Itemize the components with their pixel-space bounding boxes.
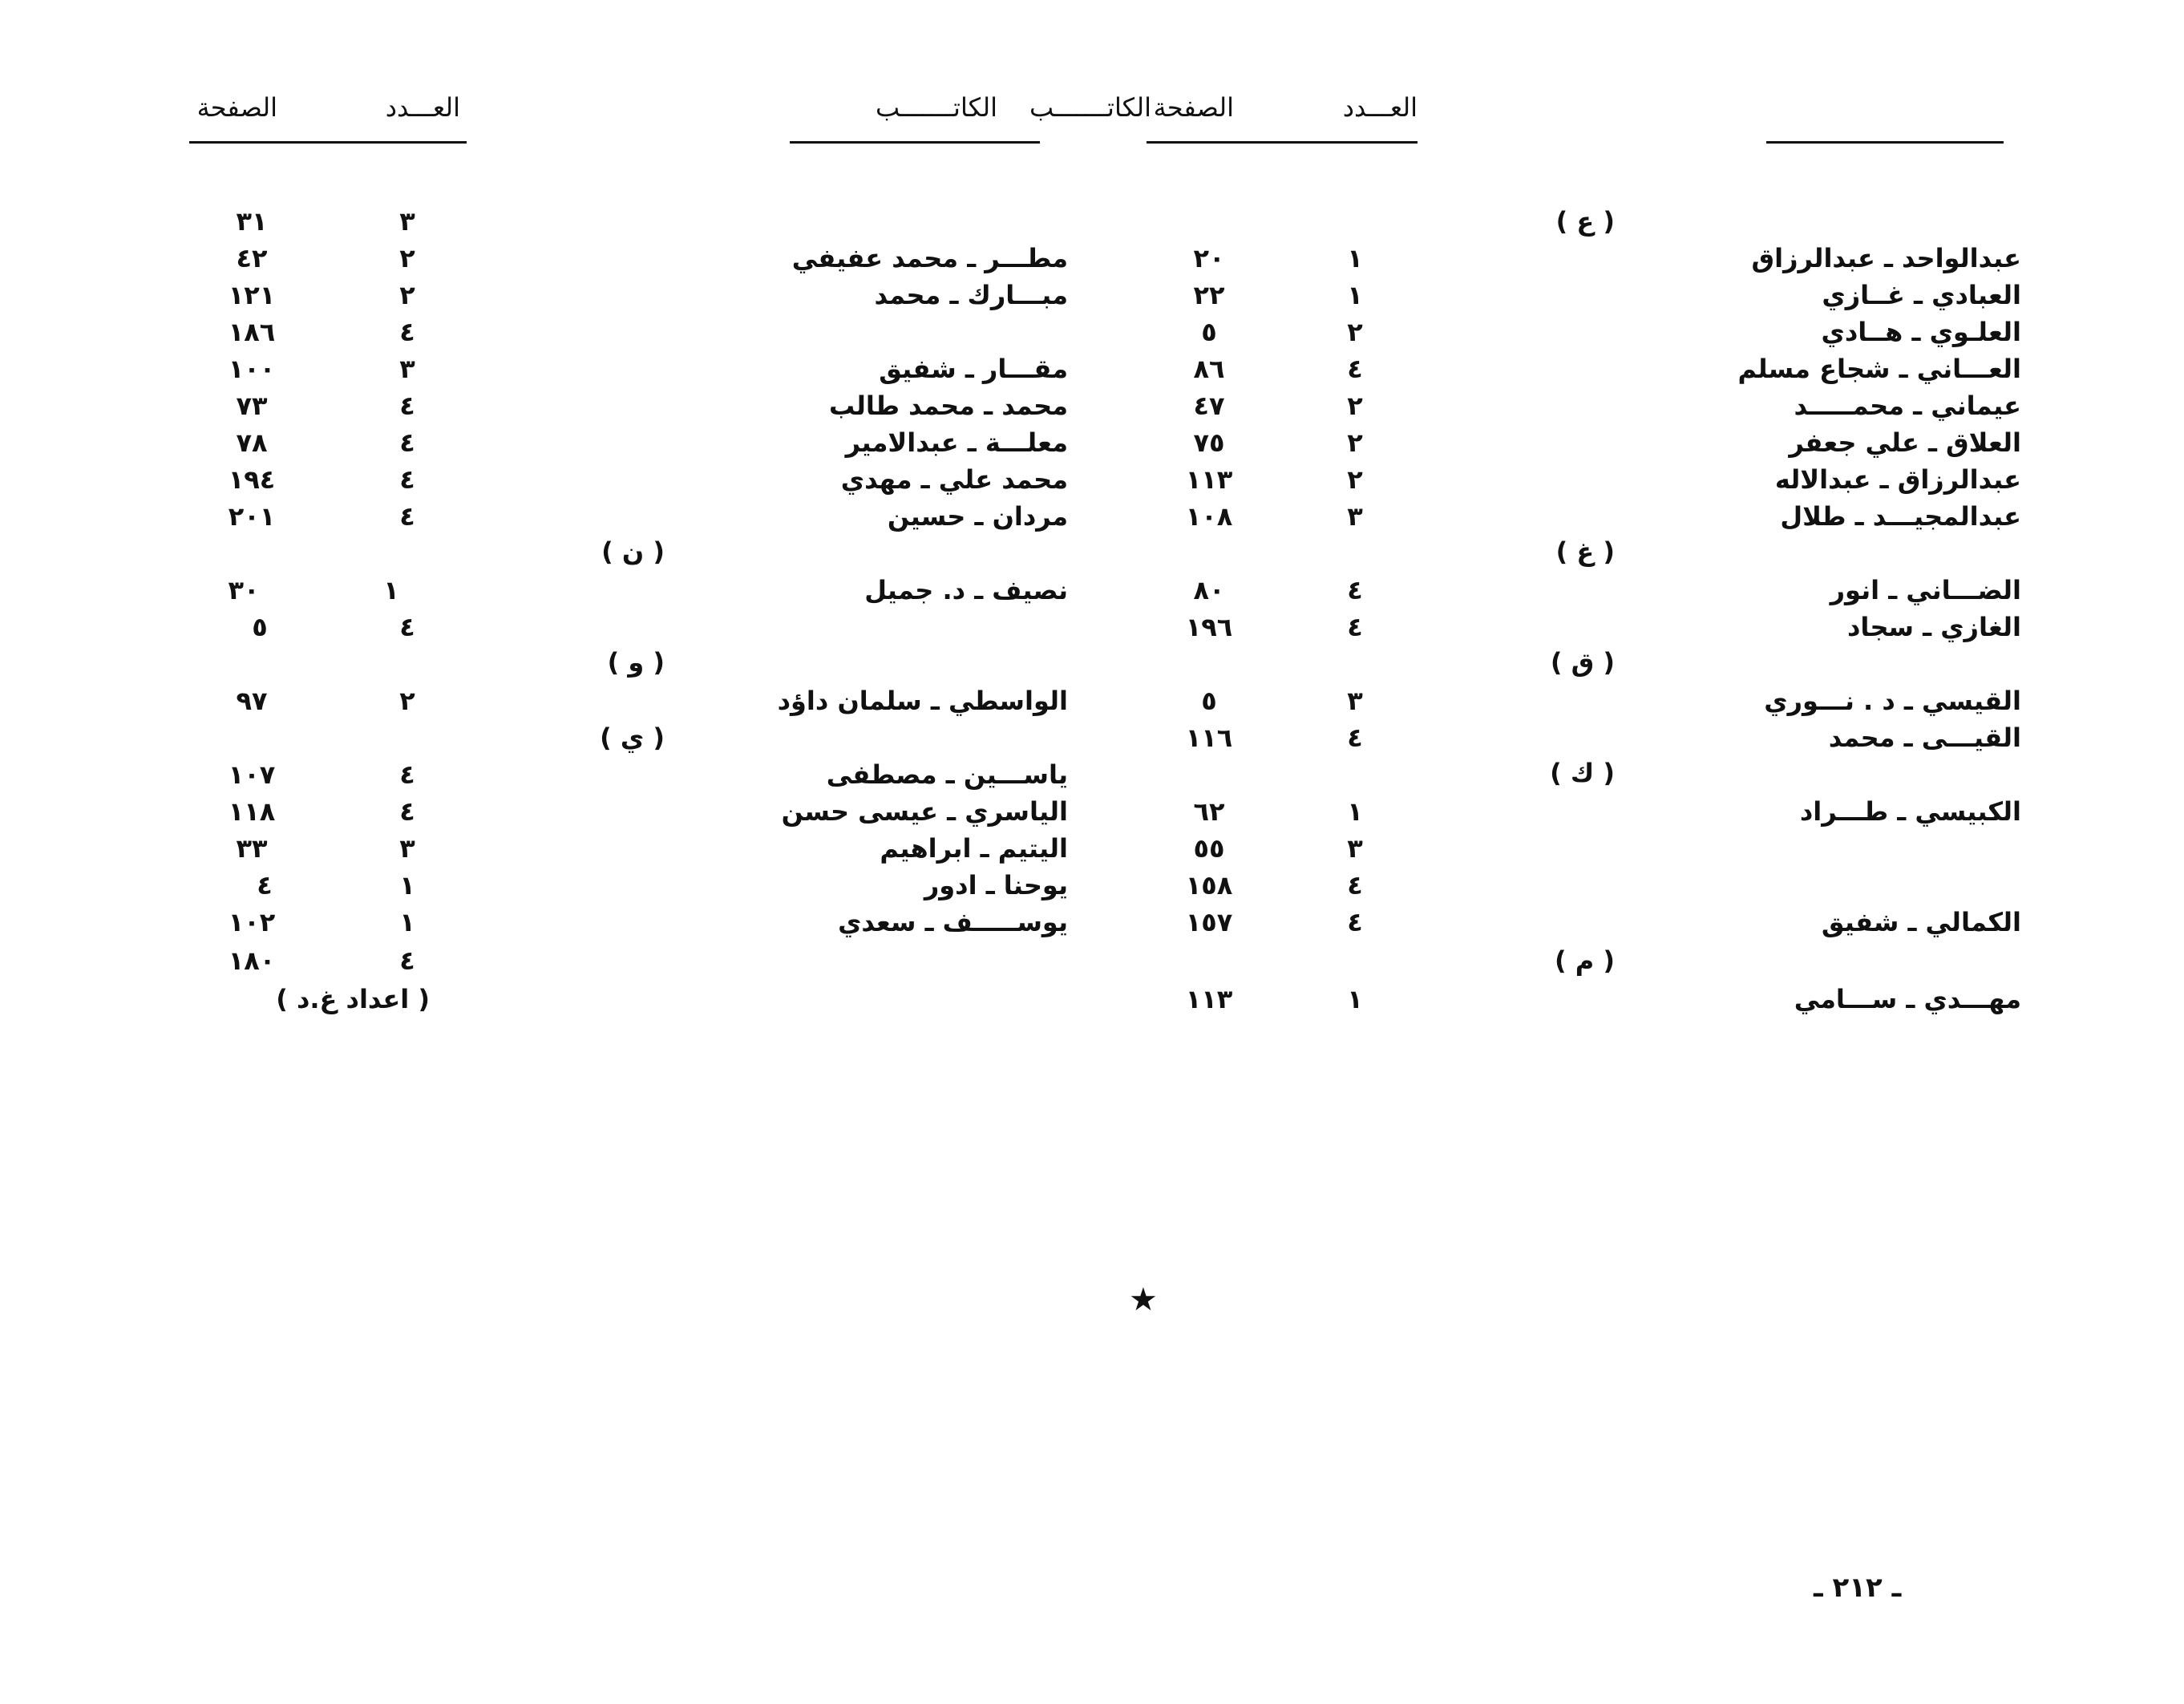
letter-meem: ( م ) — [1555, 945, 1615, 976]
entry-issue: ٣ — [1347, 501, 1363, 532]
entry-issue: ١ — [1347, 243, 1363, 273]
entry-issue: ١ — [1347, 796, 1363, 827]
entry-issue: ٣ — [1347, 833, 1363, 864]
entry-page: ١٢١ — [228, 280, 276, 310]
entry-name: عبدالواحد ـ عبدالرزاق — [1751, 243, 2021, 273]
entry-name: مهـــدي ـ ســـامي — [1794, 984, 2021, 1014]
entry-page: ٧٣ — [236, 391, 268, 421]
entry-page: ٢٠١ — [228, 501, 276, 532]
entry-page: ٩٧ — [236, 686, 268, 716]
entry-page: ١١٣ — [1185, 984, 1233, 1014]
entry-page: ١٥٧ — [1185, 907, 1233, 937]
entry-name: يوســـــف ـ سعدي — [838, 907, 1068, 937]
entry-page: ٥٥ — [1193, 833, 1225, 864]
entry-page: ٥ — [1201, 686, 1217, 716]
entry-issue: ٤ — [1347, 870, 1363, 901]
entry-name: عيماني ـ محمـــــد — [1794, 391, 2021, 421]
entry-issue: ٤ — [399, 317, 415, 347]
entry-issue: ٤ — [399, 391, 415, 421]
entry-issue: ٤ — [399, 427, 415, 458]
entry-name: العلـوي ـ هــادي — [1821, 317, 2021, 347]
entry-issue: ٢ — [399, 243, 415, 273]
header-left-writer: الكاتـــــــب — [875, 92, 997, 123]
entry-issue: ٤ — [399, 759, 415, 790]
entry-name: نصيف ـ د. جميل — [864, 575, 1068, 605]
header-left-page: الصفحة — [196, 92, 277, 123]
entry-name: القيسي ـ د . نـــوري — [1764, 686, 2021, 716]
letter-yaa: ( ي ) — [600, 722, 665, 753]
entry-page: ١٩٦ — [1185, 612, 1233, 642]
entry-issue: ٢ — [399, 280, 415, 310]
entry-page: ٤ — [257, 870, 273, 901]
entry-name: مطـــر ـ محمد عفيفي — [791, 243, 1068, 273]
entry-name: عبدالمجيـــد ـ طلال — [1780, 501, 2021, 532]
entry-name: الكبيسي ـ طـــراد — [1799, 796, 2021, 827]
entry-issue: ١ — [1347, 280, 1363, 310]
entry-name: مبـــارك ـ محمد — [874, 280, 1068, 310]
letter-ghain: ( غ ) — [1555, 536, 1615, 567]
entry-issue: ٤ — [399, 796, 415, 827]
entry-name: اليتيم ـ ابراهيم — [880, 833, 1068, 864]
entry-issue: ٣ — [399, 833, 415, 864]
entry-issue: ١ — [383, 575, 399, 605]
header-right-page: الصفحة — [1153, 92, 1234, 123]
entry-issue: ٤ — [1347, 575, 1363, 605]
entry-page: ١٨٦ — [228, 317, 276, 347]
entry-page: ١١٨ — [228, 796, 276, 827]
entry-page: ٨٠ — [1193, 575, 1225, 605]
entry-issue: ٤ — [1347, 612, 1363, 642]
entry-page: ٤٧ — [1193, 391, 1225, 421]
entry-page: ١٠٠ — [228, 354, 276, 384]
entry-page: ٤٢ — [236, 243, 268, 273]
entry-page: ١٠٢ — [228, 907, 276, 937]
page-number: ـ ٢١٢ ـ — [1814, 1572, 1902, 1604]
entry-page: ١٨٠ — [228, 945, 276, 976]
header-left-writer-rule — [790, 141, 1040, 144]
entry-page: ٧٥ — [1193, 427, 1225, 458]
letter-ain: ( ع ) — [1555, 206, 1615, 237]
header-left-issue: العـــدد — [385, 92, 460, 123]
entry-page: ٥ — [1201, 317, 1217, 347]
entry-name: الكمالي ـ شفيق — [1821, 907, 2021, 937]
entry-name: الياسري ـ عيسى حسن — [781, 796, 1068, 827]
entry-name: الواسطي ـ سلمان داؤد — [777, 686, 1068, 716]
header-right-writer-rule — [1766, 141, 2004, 144]
entry-issue: ٢ — [1347, 391, 1363, 421]
entry-page: ١٩٤ — [228, 464, 276, 495]
entry-issue: ٢ — [1347, 317, 1363, 347]
entry-page: ٣٣ — [236, 833, 268, 864]
entry-page: ٢٢ — [1193, 280, 1225, 310]
entry-page: ١١٦ — [1185, 722, 1233, 753]
entry-name: العـــاني ـ شجاع مسلم — [1737, 354, 2021, 384]
entry-name: محمد ـ محمد طالب — [828, 391, 1068, 421]
header-right-writer: الكاتـــــــب — [1029, 92, 1151, 123]
entry-page: ٦٢ — [1193, 796, 1225, 827]
entry-issue: ٤ — [1347, 907, 1363, 937]
letter-kaf: ( ك ) — [1550, 758, 1615, 788]
entry-name: عبدالرزاق ـ عبدالاله — [1774, 464, 2021, 495]
entry-issue: ١ — [399, 907, 415, 937]
entry-name: يوحنا ـ ادور — [924, 870, 1068, 901]
header-right-issue: العـــدد — [1342, 92, 1418, 123]
entry-issue: ١ — [399, 870, 415, 901]
entry-issue: ٢ — [1347, 427, 1363, 458]
entry-issue: ٢ — [1347, 464, 1363, 495]
entry-issue: ٤ — [399, 945, 415, 976]
entry-name: العبادي ـ غــازي — [1822, 280, 2021, 310]
entry-issue: ٣ — [399, 354, 415, 384]
entry-name: مردان ـ حسين — [887, 501, 1068, 532]
entry-name: مقـــار ـ شفيق — [879, 354, 1068, 384]
entry-name: معلـــة ـ عبدالامير — [845, 427, 1068, 458]
entry-name: الضـــاني ـ انور — [1830, 575, 2021, 605]
star-ornament: ★ — [1129, 1281, 1158, 1318]
entry-page: ٣١ — [236, 206, 268, 237]
entry-issue: ٤ — [399, 501, 415, 532]
entry-name: الغازي ـ سجاد — [1847, 612, 2021, 642]
entry-page: ١٥٨ — [1185, 870, 1233, 901]
header-right-issue-page-rule — [1147, 141, 1418, 144]
entry-page: ٧٨ — [236, 427, 268, 458]
entry-page: ٢٠ — [1193, 243, 1225, 273]
entry-name: العلاق ـ علي جعفر — [1789, 427, 2021, 458]
entry-page: ٥ — [252, 612, 268, 642]
entry-page: ١٠٨ — [1185, 501, 1233, 532]
entry-name: القيـــى ـ محمد — [1828, 722, 2021, 753]
entry-issue: ٤ — [399, 464, 415, 495]
entry-issue: ٢ — [399, 686, 415, 716]
entry-page: ٨٦ — [1193, 354, 1225, 384]
entry-issue: ١ — [1347, 984, 1363, 1014]
entry-page: ١٠٧ — [228, 759, 276, 790]
entry-page: ٣٠ — [228, 575, 260, 605]
entry-issue: ٣ — [399, 206, 415, 237]
entry-issue: ٤ — [1347, 722, 1363, 753]
letter-waw: ( و ) — [607, 647, 665, 678]
entry-issue: ٣ — [1347, 686, 1363, 716]
issues-note: ( اعداد غ.د ) — [276, 984, 430, 1014]
entry-issue: ٤ — [1347, 354, 1363, 384]
letter-qaf: ( ق ) — [1550, 647, 1615, 678]
header-left-issue-page-rule — [189, 141, 467, 144]
entry-issue: ٤ — [399, 612, 415, 642]
entry-name: ياســـين ـ مصطفى — [826, 759, 1068, 790]
letter-noon: ( ن ) — [601, 536, 665, 567]
entry-name: محمد علي ـ مهدي — [840, 464, 1068, 495]
entry-page: ١١٣ — [1185, 464, 1233, 495]
